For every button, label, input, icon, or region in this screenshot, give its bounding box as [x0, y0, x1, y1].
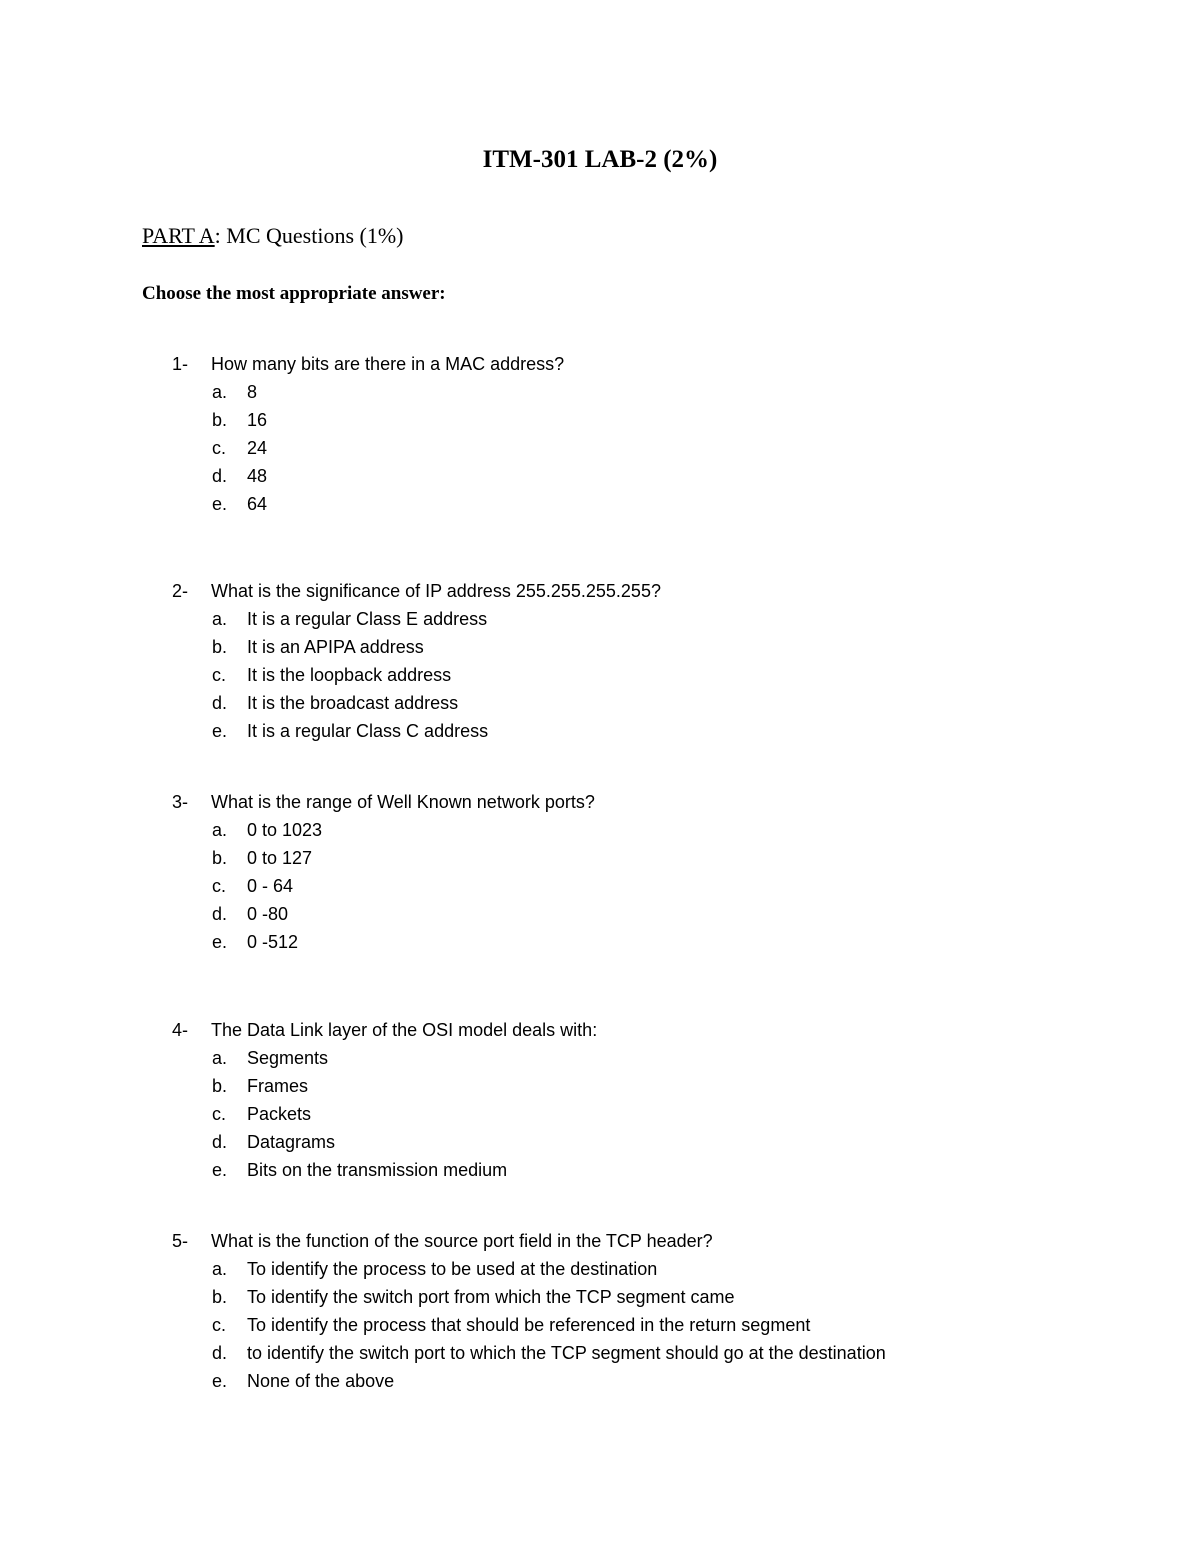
part-heading [142, 223, 404, 249]
option-letter: c. [212, 438, 227, 458]
question-number: 5- [172, 1231, 189, 1251]
option-text: Datagrams [247, 1132, 336, 1152]
part-label: PART A [142, 223, 215, 248]
option-text: It is a regular Class C address [247, 721, 489, 741]
option-letter: d. [212, 904, 228, 924]
option-letter: e. [212, 1160, 228, 1180]
option-letter: b. [212, 637, 228, 657]
option-letter: e. [212, 1371, 228, 1391]
option-letter: a. [212, 1048, 228, 1068]
option-text: 64 [247, 494, 268, 514]
option-text: It is the loopback address [247, 665, 452, 685]
option-text: 48 [247, 466, 268, 486]
option-letter: b. [212, 410, 228, 430]
option-text: 16 [247, 410, 268, 430]
question-text: What is the significance of IP address 255.255.255.255? [211, 581, 661, 601]
question-number: 2- [172, 581, 189, 601]
option-letter: c. [212, 1104, 227, 1124]
option-letter: d. [212, 693, 228, 713]
option-letter: d. [212, 466, 228, 486]
option-text: Frames [247, 1076, 309, 1096]
option-text: Packets [247, 1104, 312, 1124]
option-text: 24 [247, 438, 268, 458]
option-text: It is the broadcast address [247, 693, 459, 713]
option-letter: c. [212, 876, 227, 896]
option-text: 0 -512 [247, 932, 299, 952]
option-letter: c. [212, 665, 227, 685]
option-letter: e. [212, 721, 228, 741]
option-text: It is an APIPA address [247, 637, 424, 657]
option-text: To identify the process to be used at the destination [247, 1259, 658, 1279]
option-letter: b. [212, 1287, 228, 1307]
option-text: To identify the process that should be referenced in the return segment [247, 1315, 811, 1335]
option-letter: a. [212, 820, 228, 840]
question-number: 4- [172, 1020, 189, 1040]
option-letter: d. [212, 1343, 228, 1363]
option-letter: d. [212, 1132, 228, 1152]
option-text: None of the above [247, 1371, 395, 1391]
option-text: Segments [247, 1048, 329, 1068]
option-letter: b. [212, 1076, 228, 1096]
part-heading-rest: : MC Questions (1%) [214, 223, 404, 248]
option-letter: b. [212, 848, 228, 868]
option-letter: a. [212, 1259, 228, 1279]
option-text: to identify the switch port to which the TCP segment should go at the destination [247, 1343, 886, 1363]
question-number: 1- [172, 354, 189, 374]
question-number: 3- [172, 792, 189, 812]
option-text: To identify the switch port from which the TCP segment came [247, 1287, 735, 1307]
question-text: The Data Link layer of the OSI model deals with: [211, 1020, 598, 1040]
option-letter: e. [212, 494, 228, 514]
option-text: 0 to 127 [247, 848, 313, 868]
instruction-text: Choose the most appropriate answer: [142, 283, 446, 304]
option-text: 8 [247, 382, 258, 402]
option-letter: c. [212, 1315, 227, 1335]
option-text: 0 to 1023 [247, 820, 323, 840]
option-letter: e. [212, 932, 228, 952]
option-text: 0 -80 [247, 904, 289, 924]
question-text: What is the function of the source port field in the TCP header? [211, 1231, 713, 1251]
question-text: What is the range of Well Known network ports? [211, 792, 595, 812]
option-letter: a. [212, 382, 228, 402]
option-text: It is a regular Class E address [247, 609, 488, 629]
option-letter: a. [212, 609, 228, 629]
question-text: How many bits are there in a MAC address? [211, 354, 565, 374]
option-text: 0 - 64 [247, 876, 294, 896]
option-text: Bits on the transmission medium [247, 1160, 508, 1180]
document-title: ITM-301 LAB-2 (2%) [482, 146, 718, 173]
